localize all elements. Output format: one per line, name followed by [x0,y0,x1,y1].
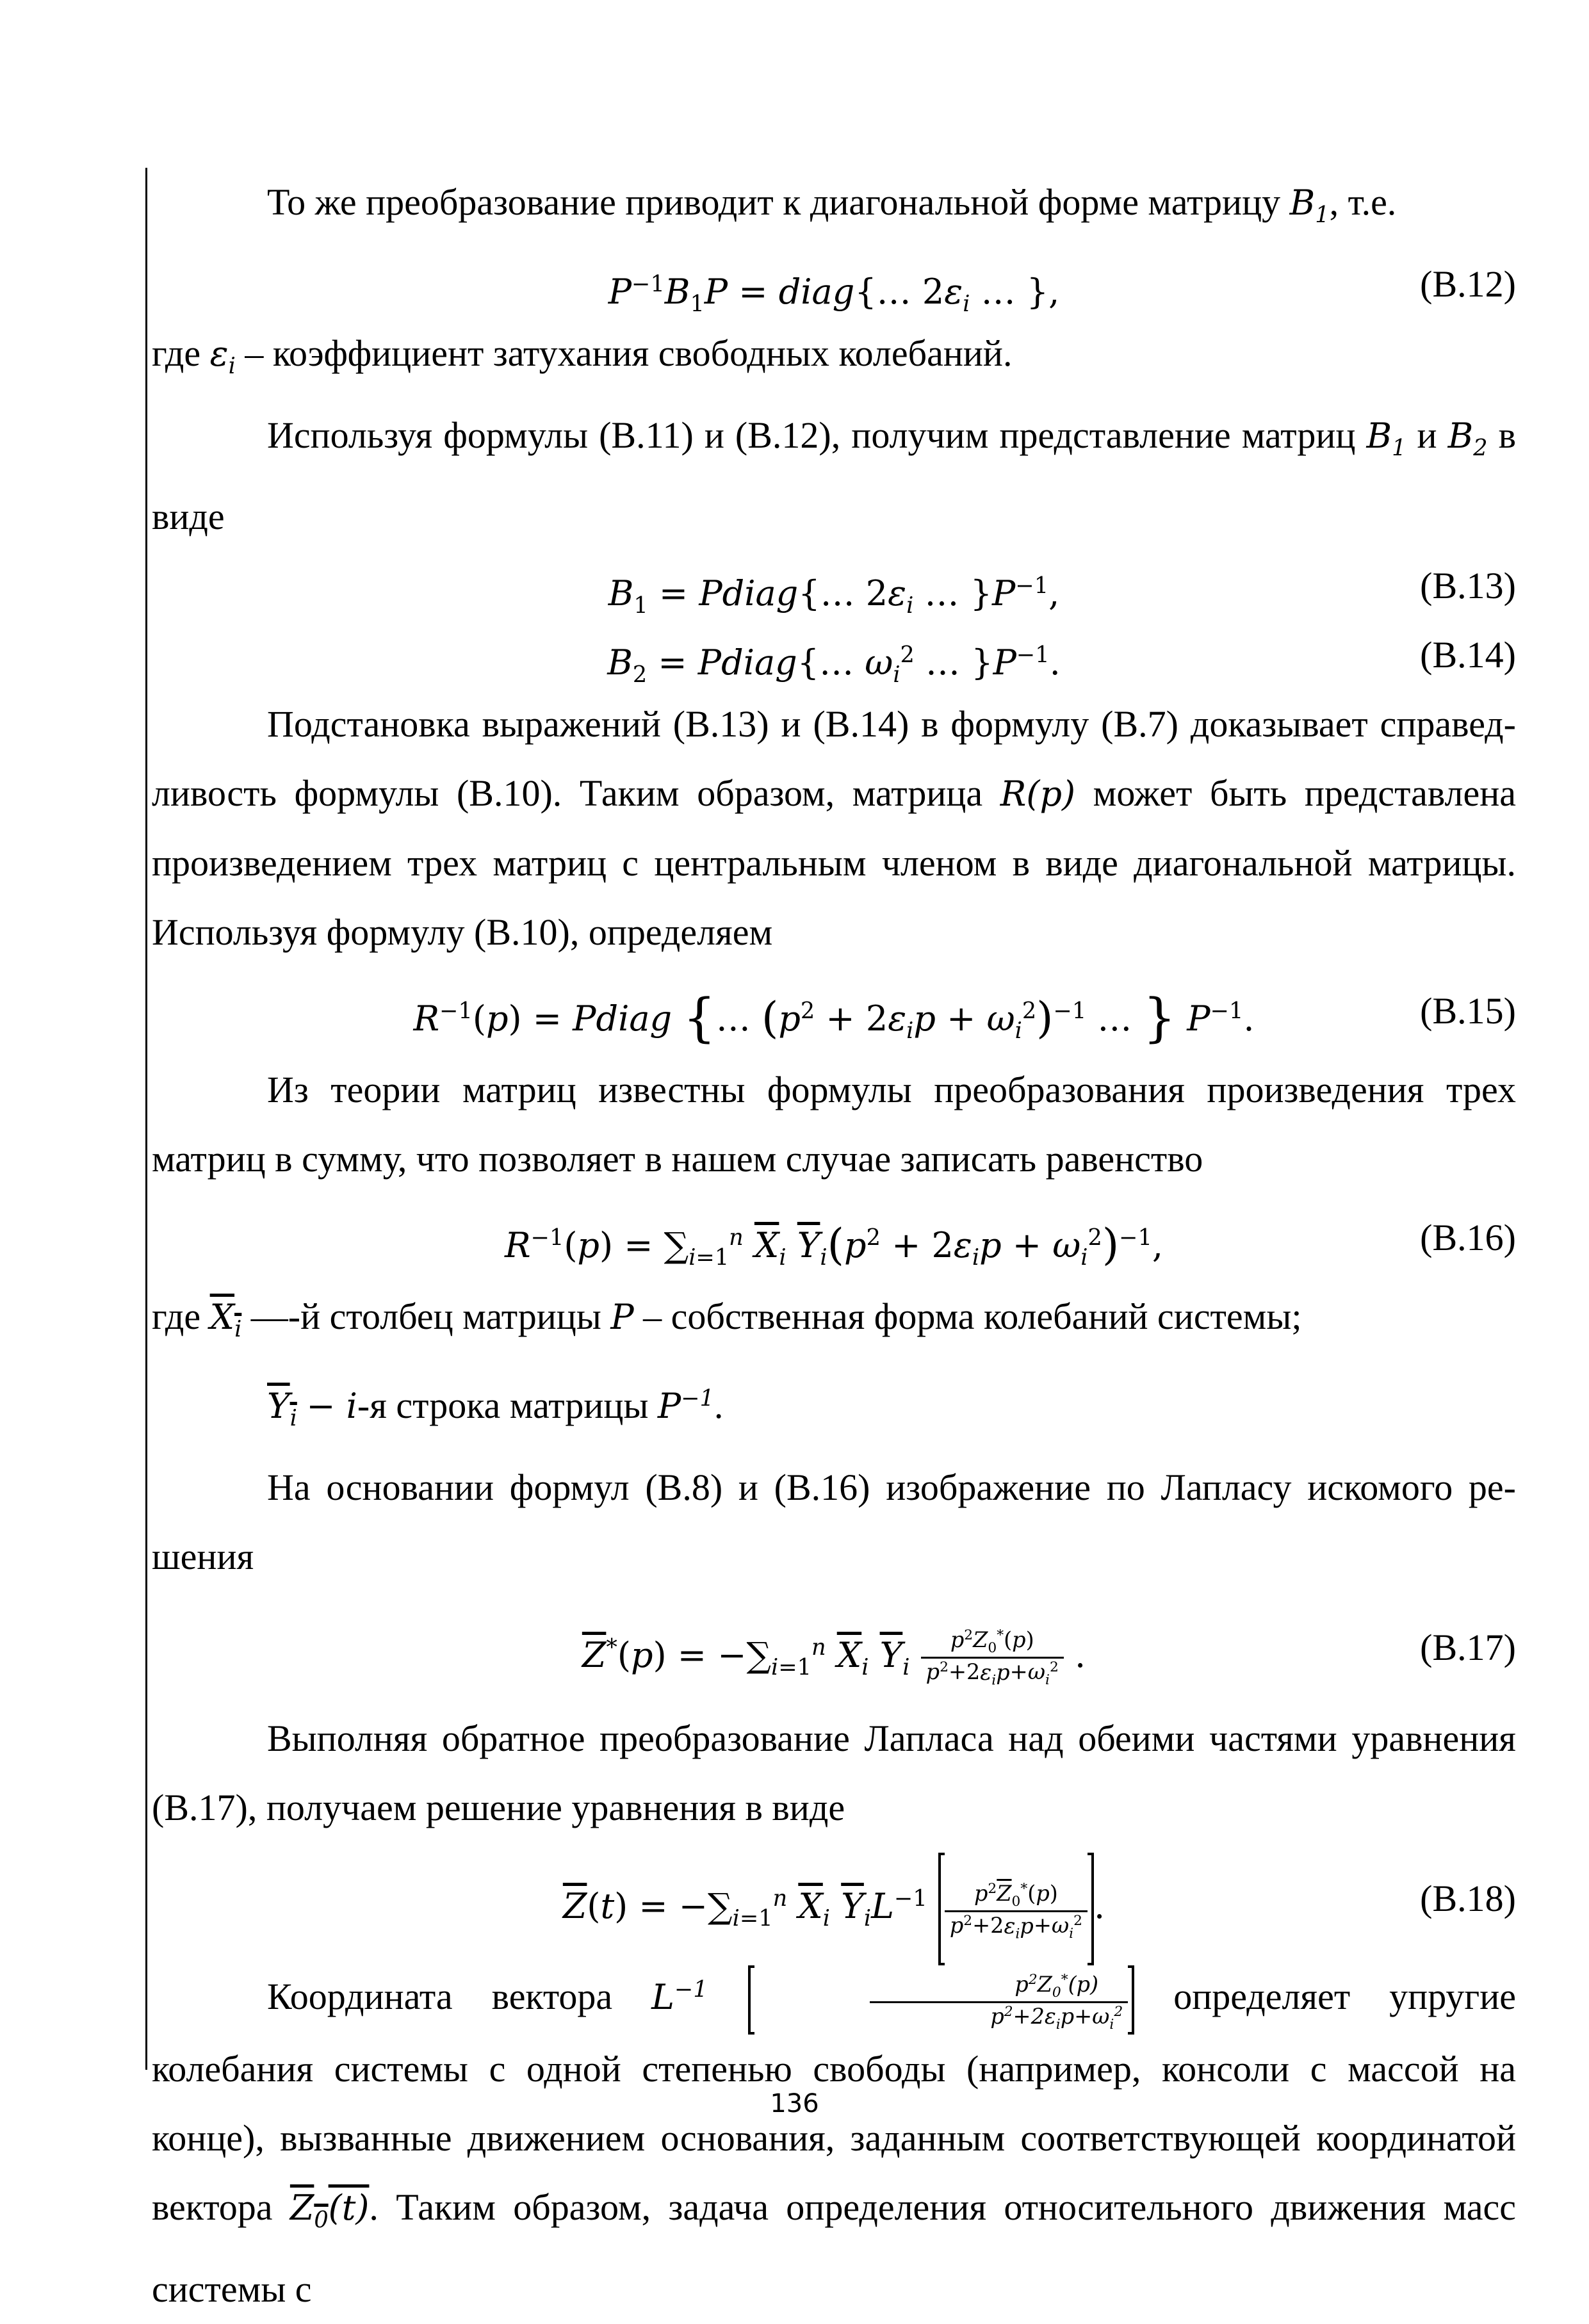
equation-b13-formula: $B_1$ = Pdiag{… $2\varepsilon_i$ … }$P^{-1}$, [608,573,1060,619]
bracket [748,1965,1134,2035]
math-B1: $B_1$ [1289,183,1330,228]
equation-b15-formula: $R^{-1}(p)$ = Pdiag {… $(p^2 + 2\varepsilon_ip + \omega_i^2)^{-1}$ … } $P^{-1}$. [413,988,1255,1049]
paragraph-4-text-end: может быть представлена произведением трех матриц с центральным членом в виде диагональной матрицы. Используя формулу (В.10), определяем [152,772,1516,954]
paragraph-2-text-end: – коэффициент затухания свободных колебаний. [235,332,1013,374]
fraction: $\frac{p^2Z_0^*(p)}{p^2+2\varepsilon_ip+\omega_i^2}$ [870,1971,1128,2033]
math-X-i: $X_i$ [209,1297,242,1343]
math-Y-i: $Y_i$ [267,1386,297,1431]
paragraph-9 [152,1704,1516,1842]
paragraph-10-text-end: . Таким образом, задача определения относительного движения масс системы с [152,2186,1516,2310]
equation-b17 [152,1591,1516,1704]
paragraph-3-text-mid: и [1406,414,1448,456]
page-number: 136 [770,2089,819,2118]
paragraph-10-text-mid: определяет упругие колебания системы с одной степенью свободы (например, консоли с массой на конце), вызванные движением основания, заданным соответствующей координатой вектора [152,1975,1516,2228]
equation-b13 [152,551,1516,621]
margin-line [145,168,147,2070]
fraction: $\frac{p^2\overline{Z}_0^*(p)}{p^2+2\varepsilon_ip+\omega_i^2}$ [945,1880,1088,1942]
paragraph-8 [152,1453,1516,1591]
paragraph-10-text: Координата вектора [267,1975,652,2017]
paragraph-3-text-end: в виде [152,414,1516,538]
equation-number: (В.15) [1420,990,1516,1032]
paragraph-3-text: Используя формулы (В.11) и (В.12), получим представление матриц [267,414,1367,456]
equation-b14 [152,621,1516,690]
math-P: P [610,1297,634,1338]
paragraph-9-text: Выполняя обратное преобразование Лапласа над обеими частями уравнения (В.17), получаем решение уравнения в виде [152,1717,1516,1828]
paragraph-5-text: Из теории матриц известны формулы преобразования произведения трех матриц в сумму, что позволяет в нашем случае записать равенство [152,1069,1516,1180]
page-body [152,168,1516,2324]
equation-number: (В.14) [1420,634,1516,676]
paragraph-1 [152,168,1516,250]
paragraph-7: $Y_i - i-я$ строка матрицы $P^{-1}$. [267,1385,724,1431]
paragraph-10 [152,1955,1516,2324]
equation-b16 [152,1194,1516,1282]
equation-b18-formula: $\overline{Z}(t) = -\sum_{i=1}^n$ $\overline{X}_i$ $\overline{Y}_iL^{-1}$ $\frac{p^2\overline{Z}_0^*(p)}{p^2+2\varepsilon_ip+\omega_i^2}$ . [152,1842,1516,1975]
math-B2: $B_2$ [1447,415,1488,461]
equation-number: (В.18) [1420,1877,1516,1919]
math-B1: $B_1$ [1366,415,1406,461]
math-L-inverse-bracket: $L^{-1}$ $\frac{p^2Z_0^*(p)}{p^2+2\varepsilon_ip+\omega_i^2}$ [651,1977,1134,2017]
paragraph-5 [152,1055,1516,1194]
paragraph-1-text-end: , т.е. [1329,181,1397,223]
paragraph-2-text: где [152,332,210,374]
equation-b16-formula: $R^{-1}(p) = \sum_{i=1}^n$ $\overline{X}_i$ $\overline{Y}_i(p^2 + 2\varepsilon_ip + \omega_i^2)^{-1}$, [504,1219,1164,1271]
paragraph-4-text: Подстановка выражений (В.13) и (В.14) в формулу (В.7) доказывает справед-ливость формулы (В.10). Таким образом, матрица [152,703,1516,815]
equation-number: (В.17) [1420,1626,1516,1668]
paragraph-6-text: где [152,1296,210,1338]
paragraph-6-text-mid: —-й столбец матрицы [241,1296,611,1338]
equation-b12-formula: $P^{-1}B_1P$ = diag{… $2\varepsilon_i$ … }, [608,270,1060,317]
paragraph-7-text: -я строка матрицы [357,1385,658,1427]
equation-b18 [152,1842,1516,1955]
equation-b12 [152,250,1516,319]
paragraph-4 [152,690,1516,967]
equation-number: (В.13) [1420,565,1516,607]
equation-b14-formula: $B_2$ = Pdiag{… $\omega_i^2$ … }$P^{-1}$. [607,642,1061,688]
equation-b15 [152,967,1516,1055]
math-P-inverse: $P^{-1}$ [657,1385,714,1427]
equation-b17-formula: $\overline{Z}^*(p) = -\sum_{i=1}^n$ $\overline{X}_i$ $\overline{Y}_i$ $\frac{p^2Z_0^*(p)}{p^2+2\varepsilon_ip+\omega_i^2}$ . [582,1627,1086,1689]
equation-number: (В.16) [1420,1217,1516,1259]
math-Z0-t: $Z_0(t)$ [289,2187,370,2233]
equation-number: (В.12) [1420,263,1516,305]
paragraph-6-text-end: – собственная форма колебаний системы; [633,1296,1302,1338]
fraction: $\frac{p^2Z_0^*(p)}{p^2+2\varepsilon_ip+\omega_i^2}$ [921,1627,1064,1689]
math-R-p: R(p) [1000,774,1076,815]
paragraph-1-text: То же преобразование приводит к диагональной форме матрицу [267,181,1290,223]
math-epsilon-i: $\varepsilon_i$ [209,333,236,379]
paragraph-8-text: На основании формул (В.8) и (В.16) изображение по Лапласу искомого ре-шения [152,1466,1516,1577]
paragraph-3 [152,401,1516,552]
bracket [938,1853,1094,1965]
